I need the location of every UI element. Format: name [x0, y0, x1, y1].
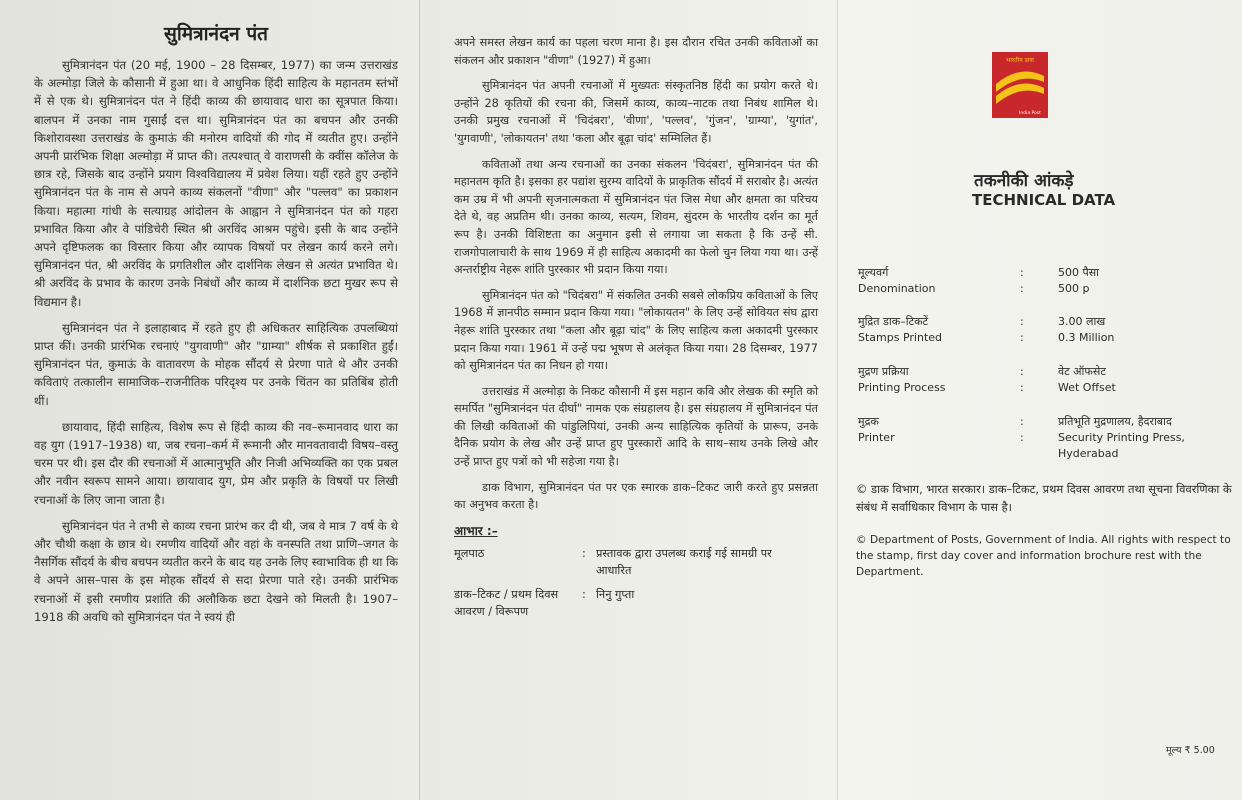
bio-paragraph: सुमित्रानंदन पंत ने तभी से काव्य रचना प्रारंभ कर दी थी, जब वे मात्र 7 वर्ष के थे और चौथी कक्षा के छात्र थे। रमणीय वादियों और वहां के वनस्पति तथा प्राणि–जगत के नैसर्गिक सौंदर्य के बीच बचपन व्यतीत करने के बाद यह उनके लिए स्वाभाविक ही था कि वे अपने आस–पास के इस मोहक सौंदर्य से सदा प्रेरणा पाते रहे। उनकी प्रारंभिक रचनाओं में इसी रमणीय प्रशांति की अलौकिक छटा देखने को मिलती है। 1907–1918 की अवधि को सुमित्रानंदन पंत ने स्वयं ही [34, 518, 398, 624]
bio-paragraph: डाक विभाग, सुमित्रानंदन पंत पर एक स्मारक डाक–टिकट जारी करते हुए प्रसन्नता का अनुभव करता है। [454, 480, 818, 512]
ack-label: डाक–टिकट / प्रथम दिवस आवरण / विरूपण [454, 587, 559, 619]
label-en: Stamps Printed [858, 331, 943, 344]
copyright-english: © Department of Posts, Government of India. All rights with respect to the stamp, first day cover and information brochure rest with the Department. [856, 534, 1231, 578]
row-label [858, 364, 1018, 396]
ack-row [454, 545, 818, 580]
left-panel [0, 0, 420, 800]
bio-paragraph: सुमित्रानंदन पंत ने इलाहाबाद में रहते हुए ही अधिकतर साहित्यिक उपलब्धियां प्राप्त कीं। उनकी प्रारंभिक रचनाएं "युगवाणी" और "ग्राम्या" शीर्षक से प्रकाशित हुईं। सुमित्रानंदन पंत, कुमाऊं के वातावरण के मोहक सौंदर्य से प्रेरणा पाते थे और उनकी कविताएं तत्कालीन सामाजिक–राजनीतिक परिदृश्य पर उनके चिंतन का प्रतिबिंब होती थीं। [34, 320, 398, 408]
value-en: 0.3 Million [1058, 331, 1115, 344]
bio-paragraph: छायावाद, हिंदी साहित्य, विशेष रूप से हिंदी काव्य की नव–रूमानवाद धारा का वह युग (1917–1938) था, जब रचना–कर्म में रूमानी और मानवतावादी विषय–वस्तु चरम पर थी। इस दौर की रचनाओं में आत्मानुभूति और निजी अभिव्यक्ति का एक प्रबल और नवीन स्वरूप सामने आया। छायावाद युग, प्रेम और प्रकृति के विषयों पर लिखी रचनाओं के लिए जाना जाता है। [34, 419, 398, 507]
ack-row [454, 586, 818, 621]
right-panel [838, 0, 1242, 800]
value-en: 500 p [1058, 282, 1090, 295]
copyright-hindi: © डाक विभाग, भारत सरकार। डाक–टिकट, प्रथम दिवस आवरण तथा सूचना विवरणिका के संबंध में सर्वाधिकार विभाग के पास है। [856, 482, 1232, 514]
label-hi: मुद्रित डाक–टिकटें [858, 315, 929, 328]
row-colon: : : [1020, 365, 1024, 394]
label-en: Denomination [858, 282, 936, 295]
india-post-logo [990, 50, 1050, 122]
bio-paragraph: अपने समस्त लेखन कार्य का पहला चरण माना है। इस दौरान रचित उनकी कविताओं का संकलन और प्रकाशन "वीणा" (1927) में हुआ। [454, 36, 818, 67]
price-label: मूल्य ₹ 5.00 [1166, 745, 1215, 756]
value-hi: प्रतिभूति मुद्रणालय, हैदराबाद [1058, 415, 1172, 428]
row-colon: : : [1020, 315, 1024, 344]
value-en: Wet Offset [1058, 381, 1116, 394]
ack-colon: : [582, 587, 586, 601]
page-title: सुमित्रानंदन पंत [164, 23, 268, 45]
row-value [1058, 364, 1238, 396]
logo-text-hi: भारतीय डाक [1006, 57, 1034, 64]
row-colon: : : [1020, 415, 1024, 444]
bio-paragraph: उत्तराखंड में अल्मोड़ा के निकट कौसानी में इस महान कवि और लेखक की स्मृति को समर्पित "सुमित्रानंदन पंत दीर्घा" नामक एक संग्रहालय है। इस संग्रहालय में सुमित्रानंदन पंत की लिखी कविताओं की पांडुलिपियां, उनकी अन्य साहित्यिक कृतियों के प्रारूप, उनके दैनिक प्रयोग के लेख और उन्हें प्राप्त हुए पुरस्कारों आदि के साथ–साथ उनके लिखे और उन्हें प्राप्त हुए पत्रों को भी सहेजा गया है। [454, 384, 818, 469]
row-value [1058, 414, 1238, 462]
value-en: Security Printing Press, Hyderabad [1058, 431, 1185, 460]
bio-paragraph: कविताओं तथा अन्य रचनाओं का उनका संकलन 'चिदंबरा', सुमित्रानंदन पंत की महानतम कृति है। इसका हर पद्यांश सुरम्य वादियों के प्राकृतिक सौंदर्य में सराबोर है। अत्यंत कम उम्र में भी अपनी सृजनात्मकता में सुमित्रानंदन पंत जिस मेधा और क्षमता का परिचय देते थे, वह अप्रतिम थी। उनका काव्य, सत्यम, शिवम, सुंदरम के भारतीय दर्शन का मूर्त रूप है। उनकी विशिष्टता का अनुमान इसी से लगाया जा सकता है कि उन्हें सी. राजगोपालाचारी के साथ 1969 में ही साहित्य अकादमी का फेलो चुन लिया गया था। उन्हें अन्तर्राष्ट्रीय नेहरू शांति पुरस्कार भी प्रदान किया गया। [454, 157, 818, 277]
bio-paragraph: सुमित्रानंदन पंत अपनी रचनाओं में मुख्यतः संस्कृतनिष्ठ हिंदी का प्रयोग करते थे। उन्होंने 28 कृतियों की रचना की, जिसमें काव्य, काव्य–नाटक तथा निबंध शामिल थे। उनकी प्रमुख रचनाओं में 'चिदंबरा', 'वीणा', 'पल्लव', 'गुंजन', 'ग्राम्या', 'युगांत', 'युगवाणी', 'लोकायतन' तथा 'कला और बूढ़ा चांद' सम्मिलित हैं। [454, 79, 818, 145]
value-hi: 3.00 लाख [1058, 315, 1106, 328]
bio-paragraph: सुमित्रानंदन पंत को "चिदंबरा" में संकलित उनकी सबसे लोकप्रिय कविताओं के लिए 1968 में ज्ञानपीठ सम्मान प्रदान किया गया। "लोकायतन" के लिए उन्हें सोवियत संघ द्वारा नेहरू शांति पुरस्कार तथा "कला और बूढ़ा चांद" के लिए साहित्य कला अकादमी पुरस्कार प्रदान किया गया। 1961 में उन्हें पद्म भूषण से अलंकृत किया गया। 28 दिसम्बर, 1977 को सुमित्रानंदन पंत का निधन हो गया। [454, 288, 818, 373]
ack-value: प्रस्तावक द्वारा उपलब्ध कराई गई सामग्री पर आधारित [596, 546, 772, 578]
row-colon: : : [1020, 266, 1024, 295]
row-label [858, 314, 1018, 346]
label-en: Printing Process [858, 381, 946, 394]
row-label [858, 265, 1018, 297]
middle-panel [420, 0, 838, 800]
label-hi: मुद्रक [858, 415, 879, 428]
ack-value: निनु गुप्ता [596, 587, 635, 601]
row-value [1058, 265, 1238, 297]
value-hi: 500 पैसा [1058, 266, 1100, 279]
technical-data-title-hi: तकनीकी आंकड़े [974, 171, 1074, 191]
label-en: Printer [858, 431, 895, 444]
bio-paragraph: सुमित्रानंदन पंत (20 मई, 1900 – 28 दिसम्बर, 1977) का जन्म उत्तराखंड के अल्मोड़ा जिले के कौसानी में हुआ था। वे आधुनिक हिंदी साहित्य के महानतम स्तंभों में से एक थे। सुमित्रानंदन पंत ने हिंदी काव्य की छायावाद धारा का सूत्रपात किया। बालपन में उनका नाम गुसाईं दत्त था। सुमित्रानंदन पंत का बचपन और उनकी किशोरावस्था उत्तराखंड के कुमाऊं की मनोरम वादियों की गोद में व्यतीत हुए। उन्होंने अपनी प्रारंभिक शिक्षा अल्मोड़ा में प्राप्त की। तत्पश्चात् वे वाराणसी के क्वींस कॉलेज के छात्र रहे, जिसके बाद उन्होंने प्रयाग विश्वविद्यालय में प्रवेश लिया। यहीं रहते हुए उन्होंने सुमित्रानंदन पंत के नाम से अपने काव्य संकलनों "वीणा" और "पल्लव" का प्रकाशन किया। महात्मा गांधी के सत्याग्रह आंदोलन के आह्वान ने सुमित्रानंदन पंत को गहरा प्रभावित किया और वे पांडिचेरी स्थित श्री अरविंद आश्रम पहुंचे। इसी के बाद उन्होंने अपने दृष्टिफलक का विस्तार किया और व्यापक विषयों पर लेखन कार्य करने लगे। सुमित्रानंदन पंत, श्री अरविंद के प्रगतिशील और दार्शनिक लेखन से अत्यंत प्रभावित थे। श्री अरविंद के प्रभाव के कारण उनके निबंधों और काव्य में दार्शनिक छटा मुखर रूप से विद्यमान है। [34, 58, 398, 309]
acknowledgement-heading: आभार :– [454, 523, 498, 538]
label-hi: मुद्रण प्रक्रिया [858, 365, 909, 378]
technical-data-title-en: TECHNICAL DATA [972, 191, 1116, 209]
india-post-logo-icon [990, 50, 1050, 122]
row-value [1058, 314, 1238, 346]
value-hi: वेट ऑफसेट [1058, 365, 1106, 378]
logo-text-en: India Post [1019, 111, 1041, 116]
ack-label: मूलपाठ [454, 546, 485, 560]
ack-colon: : [582, 546, 586, 560]
label-hi: मूल्यवर्ग [858, 266, 889, 279]
row-label [858, 414, 1018, 446]
